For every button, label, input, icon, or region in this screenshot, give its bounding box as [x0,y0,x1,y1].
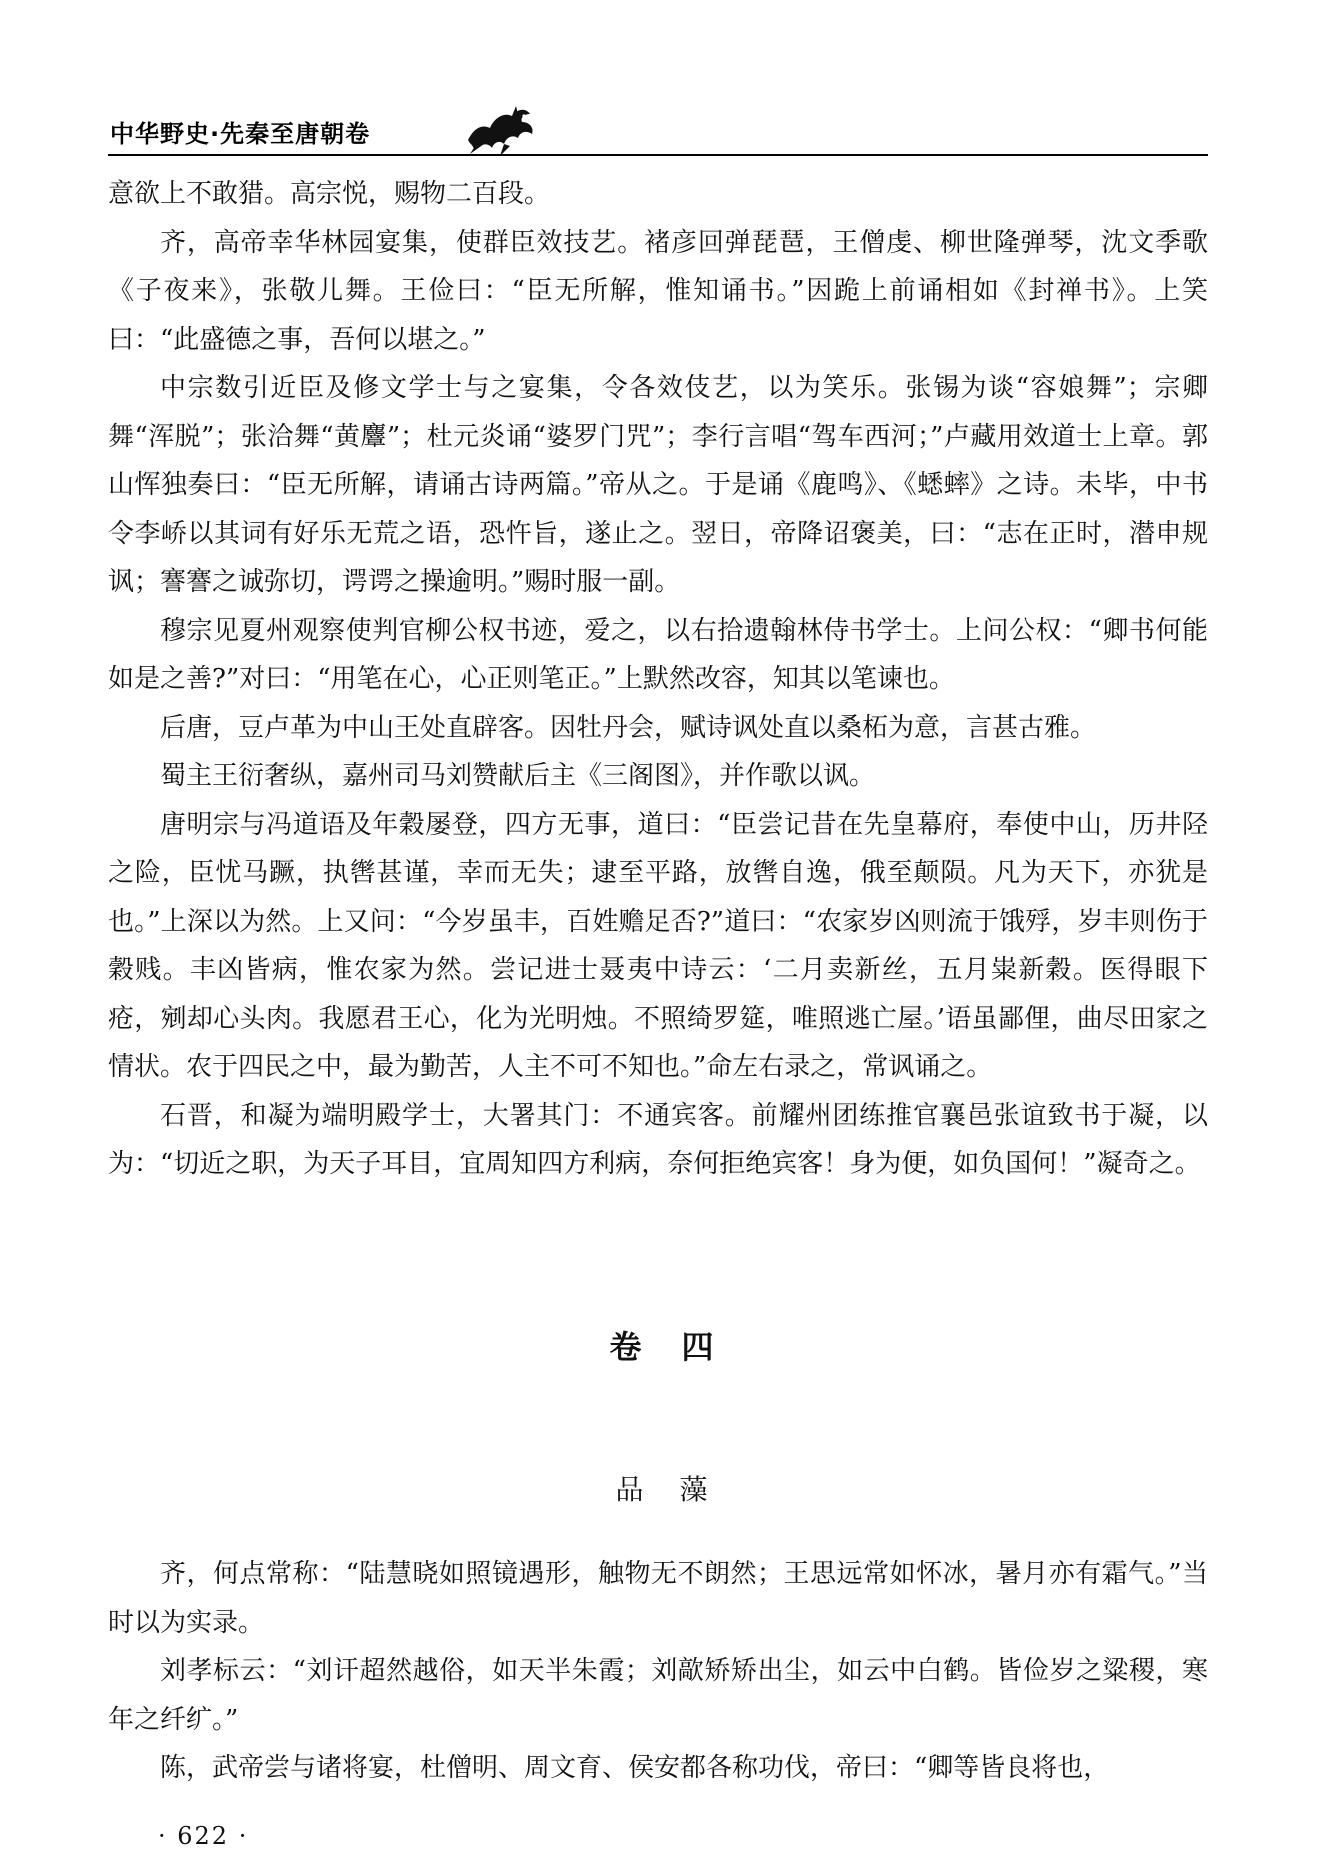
header-rule [108,154,1208,156]
paragraph: 蜀主王衍奢纵，嘉州司马刘赞献后主《三阁图》，并作歌以讽。 [160,761,876,791]
paragraph: 齐，高帝幸华林园宴集，使群臣效技艺。褚彦回弹琵琶，王僧虔、柳世隆弹琴，沈文季歌《子夜来》，张敬儿舞。王俭曰：“臣无所解，惟知诵书。”因跪上前诵相如《封禅书》。上笑曰：“此盛德之事，吾何以堪之。” [108,227,1208,355]
paragraph: 齐，何点常称：“陆慧晓如照镜遇形，触物无不朗然；王思远常如怀冰，暑月亦有霜气。”当时以为实录。 [108,1559,1208,1638]
page-number: · 622 · [158,1822,249,1850]
dragon-icon [460,98,540,158]
paragraph: 石晋，和凝为端明殿学士，大署其门：不通宾客。前耀州团练推官襄邑张谊致书于凝，以为：“切近之职，为天子耳目，宜周知四方利病，奈何拒绝宾客！身为便，如负国何！”凝奇之。 [108,1100,1208,1179]
paragraph: 唐明宗与冯道语及年穀屡登，四方无事，道曰：“臣尝记昔在先皇幕府，奉使中山，历井陉之险，臣忧马蹶，执辔甚谨，幸而无失；逮至平路，放辔自逸，俄至颠陨。凡为天下，亦犹是也。”上深以为然。上又问：“今岁虽丰，百姓赡足否?”道曰：“农家岁凶则流于饿殍，岁丰则伤于穀贱。丰凶皆病，惟农家为然。尝记进士聂夷中诗云：‘二月卖新丝，五月粜新穀。医得眼下疮，剜却心头肉。我愿君王心，化为光明烛。不照绮罗筵，唯照逃亡屋。’语虽鄙俚，曲尽田家之情状。农于四民之中，最为勤苦，人主不可不知也。”命左右录之，常讽诵之。 [108,809,1208,1082]
paragraph: 中宗数引近臣及修文学士与之宴集，令各效伎艺，以为笑乐。张锡为谈“容娘舞”；宗卿舞“浑脱”；张洽舞“黄麞”；杜元炎诵“婆罗门咒”；李行言唱“驾车西河；”卢藏用效道士上章。郭山恽独奏曰：“臣无所解，请诵古诗两篇。”帝从之。于是诵《鹿鸣》、《蟋蟀》之诗。未毕，中书令李峤以其词有好乐无荒之语，恐忤旨，遂止之。翌日，帝降诏褒美，曰：“志在正时，潜申规讽；謇謇之诚弥切，谔谔之操逾明。”赐时服一副。 [108,373,1208,597]
running-header-title: 中华野史·先秦至唐朝卷 [110,120,371,148]
paragraph: 刘孝标云：“刘讦超然越俗，如天半朱霞；刘歊矫矫出尘，如云中白鹤。皆俭岁之粱稷，寒年之纤纩。” [108,1656,1208,1735]
main-text [108,170,1208,1189]
paragraph: 穆宗见夏州观察使判官柳公权书迹，爱之，以右拾遗翰林侍书学士。上问公权：“卿书何能如是之善?”对曰：“用笔在心，心正则笔正。”上默然改容，知其以笔谏也。 [108,615,1208,694]
paragraph: 陈，武帝尝与诸将宴，杜僧明、周文育、侯安都各称功伐，帝曰：“卿等皆良将也， [160,1753,1110,1783]
paragraph: 后唐，豆卢革为中山王处直辟客。因牡丹会，赋诗讽处直以桑柘为意，言甚古雅。 [160,712,1097,743]
section-title: 品藻 [615,1473,744,1506]
running-header [108,98,1208,160]
section-text [108,1550,1208,1793]
paragraph: 意欲上不敢猎。高宗悦，赐物二百段。 [108,179,551,209]
volume-title: 卷四 [609,1328,754,1366]
